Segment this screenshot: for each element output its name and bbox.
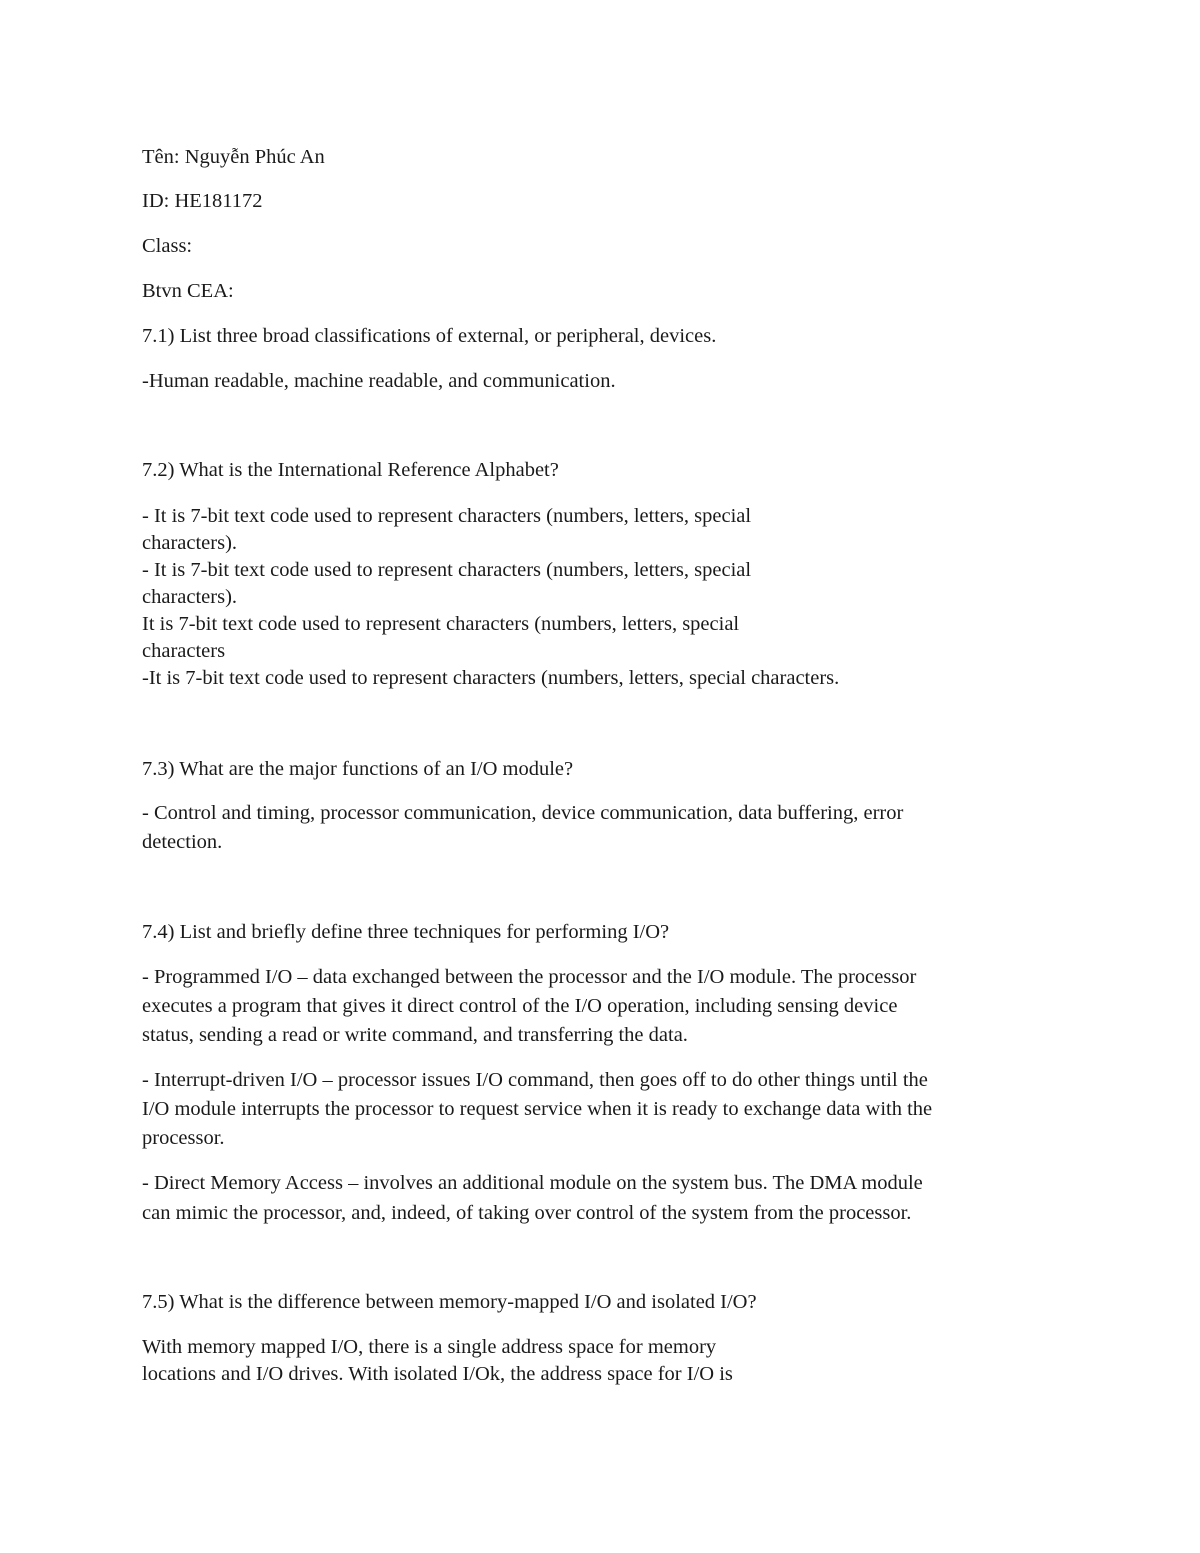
question-7-3: 7.3) What are the major functions of an I/O module?: [142, 758, 574, 780]
answer-7-2-line: It is 7-bit text code used to represent characters (numbers, letters, special: [142, 613, 740, 635]
question-7-5: 7.5) What is the difference between memory-mapped I/O and isolated I/O?: [142, 1291, 757, 1313]
student-id: ID: HE181172: [142, 190, 263, 212]
student-name: Tên: Nguyễn Phúc An: [142, 146, 325, 168]
answer-7-1: -Human readable, machine readable, and communication.: [142, 370, 616, 392]
assignment-title: Btvn CEA:: [142, 280, 234, 302]
answer-7-2-line: - It is 7-bit text code used to represent characters (numbers, letters, special: [142, 505, 752, 527]
interrupt-io-line: I/O module interrupts the processor to request service when it is ready to exchange data with the: [142, 1098, 933, 1120]
answer-7-2-line: characters: [142, 640, 226, 662]
programmed-io-line: executes a program that gives it direct control of the I/O operation, including sensing device: [142, 995, 898, 1017]
answer-7-3-line: detection.: [142, 831, 223, 853]
question-7-1: 7.1) List three broad classifications of external, or peripheral, devices.: [142, 325, 717, 347]
dma-line: - Direct Memory Access – involves an additional module on the system bus. The DMA module: [142, 1172, 923, 1194]
answer-7-3-line: - Control and timing, processor communication, device communication, data buffering, error: [142, 802, 904, 824]
programmed-io-line: - Programmed I/O – data exchanged between the processor and the I/O module. The processor: [142, 966, 917, 988]
answer-7-2-line: characters).: [142, 586, 238, 608]
question-7-4: 7.4) List and briefly define three techniques for performing I/O?: [142, 921, 670, 943]
answer-7-2-line: -It is 7-bit text code used to represent characters (numbers, letters, special characters.: [142, 667, 840, 689]
answer-7-2-line: - It is 7-bit text code used to represent characters (numbers, letters, special: [142, 559, 752, 581]
answer-7-2-line: characters).: [142, 532, 238, 554]
answer-7-5-line: With memory mapped I/O, there is a single address space for memory: [142, 1336, 717, 1358]
programmed-io-line: status, sending a read or write command, and transferring the data.: [142, 1024, 688, 1046]
interrupt-io-line: processor.: [142, 1127, 225, 1149]
interrupt-io-line: - Interrupt-driven I/O – processor issues I/O command, then goes off to do other things until the: [142, 1069, 928, 1091]
answer-7-5-line: locations and I/O drives. With isolated I/Ok, the address space for I/O is: [142, 1363, 733, 1385]
class-label: Class:: [142, 235, 193, 257]
question-7-2: 7.2) What is the International Reference Alphabet?: [142, 459, 559, 481]
dma-line: can mimic the processor, and, indeed, of taking over control of the system from the processor.: [142, 1202, 912, 1224]
